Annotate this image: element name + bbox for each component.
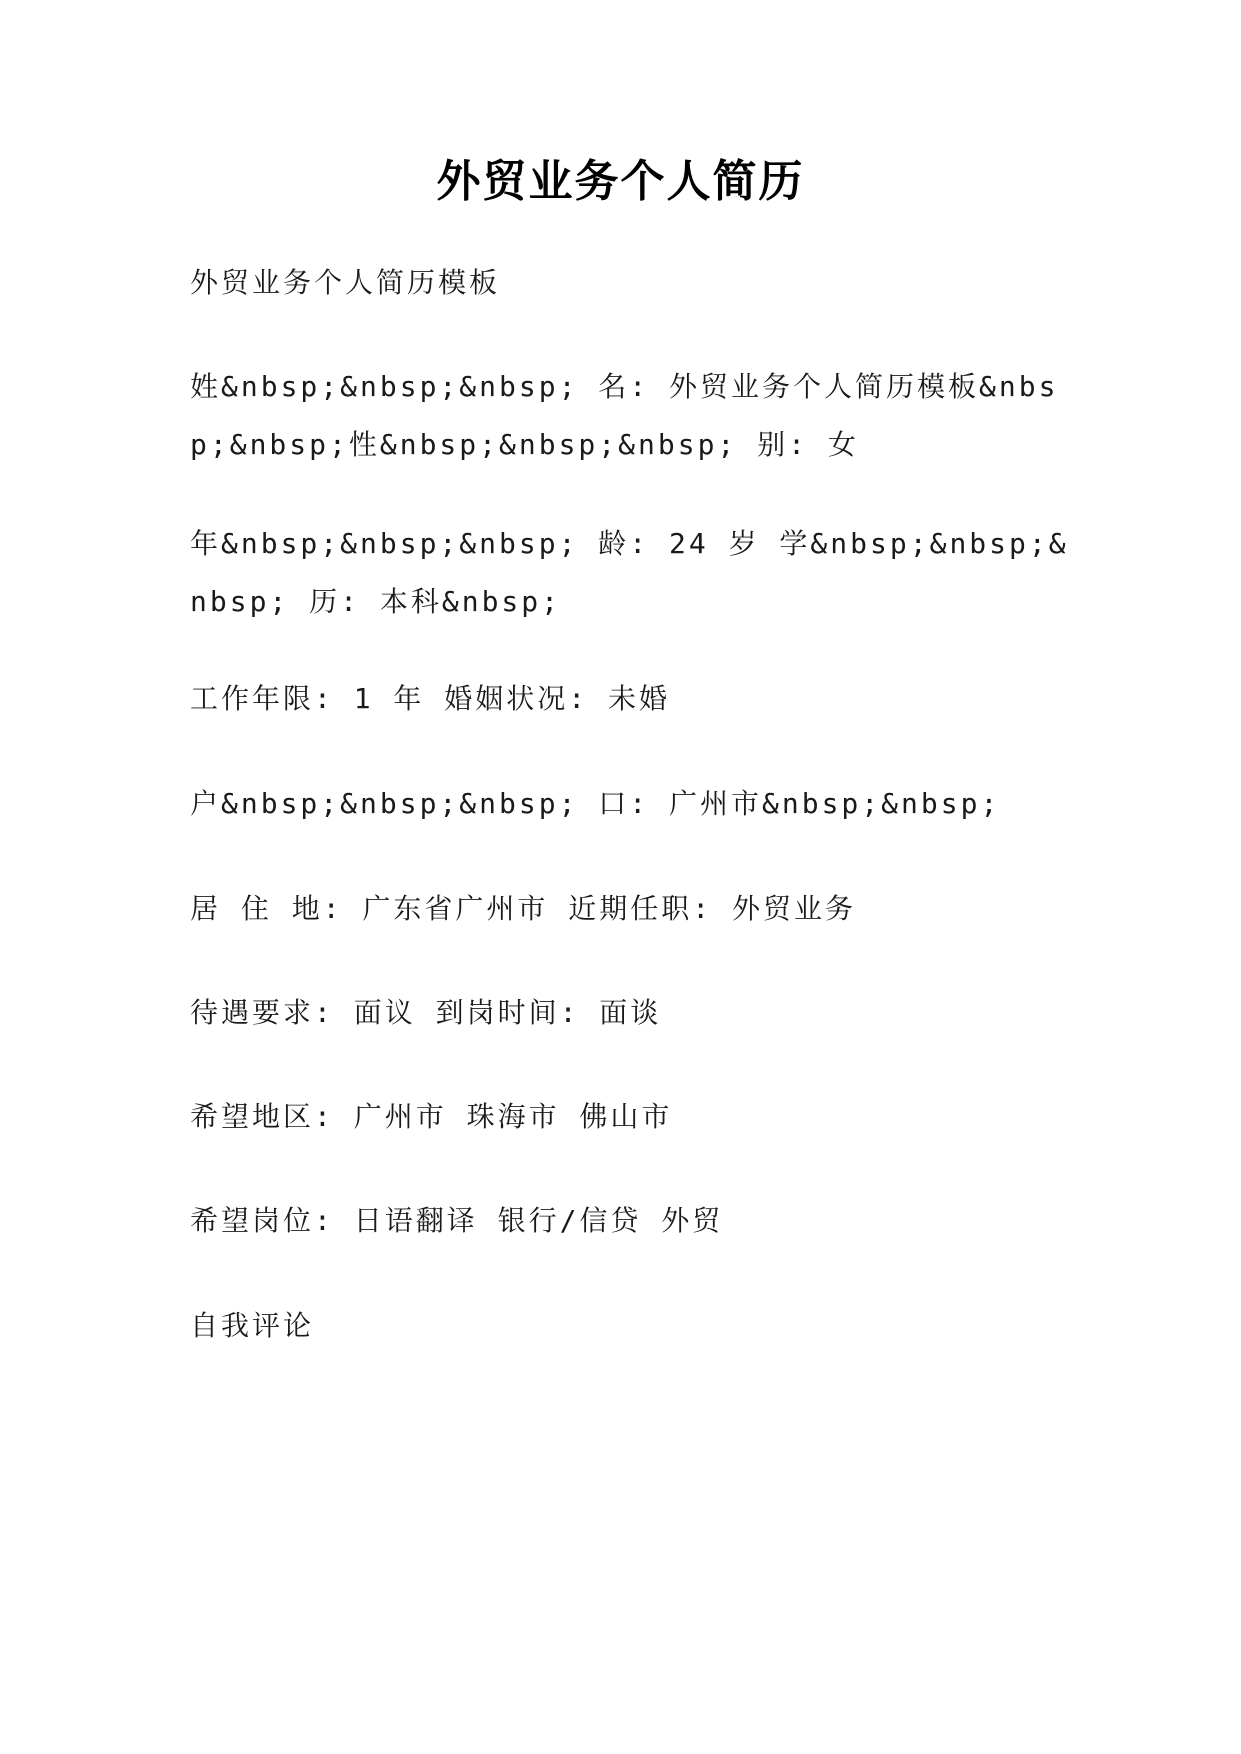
paragraph-preferred-position: 希望岗位: 日语翻译 银行/信贷 外贸 <box>190 1204 724 1237</box>
paragraph-work-years-marital: 工作年限: 1 年 婚姻状况: 未婚 <box>190 682 671 715</box>
paragraph-preferred-region: 希望地区: 广州市 珠海市 佛山市 <box>190 1100 673 1133</box>
document-title: 外贸业务个人简历 <box>436 156 805 207</box>
paragraph-hukou: 户&nbsp;&nbsp;&nbsp; 口: 广州市&nbsp;&nbsp; <box>190 787 1001 820</box>
paragraph-residence-position: 居 住 地: 广东省广州市 近期任职: 外贸业务 <box>190 892 857 925</box>
paragraph-name-gender: 姓&nbsp;&nbsp;&nbsp; 名: 外贸业务个人简历模板&nbsp;&nbsp;性&nbsp;&nbsp;&nbsp; 别: 女 <box>190 370 1059 461</box>
paragraph-subtitle: 外贸业务个人简历模板 <box>190 266 501 299</box>
paragraph-salary-availability: 待遇要求: 面议 到岗时间: 面谈 <box>190 996 662 1029</box>
paragraph-age-education: 年&nbsp;&nbsp;&nbsp; 龄: 24 岁 学&nbsp;&nbsp;&nbsp; 历: 本科&nbsp; <box>190 527 1069 618</box>
paragraph-self-evaluation: 自我评论 <box>190 1309 315 1342</box>
